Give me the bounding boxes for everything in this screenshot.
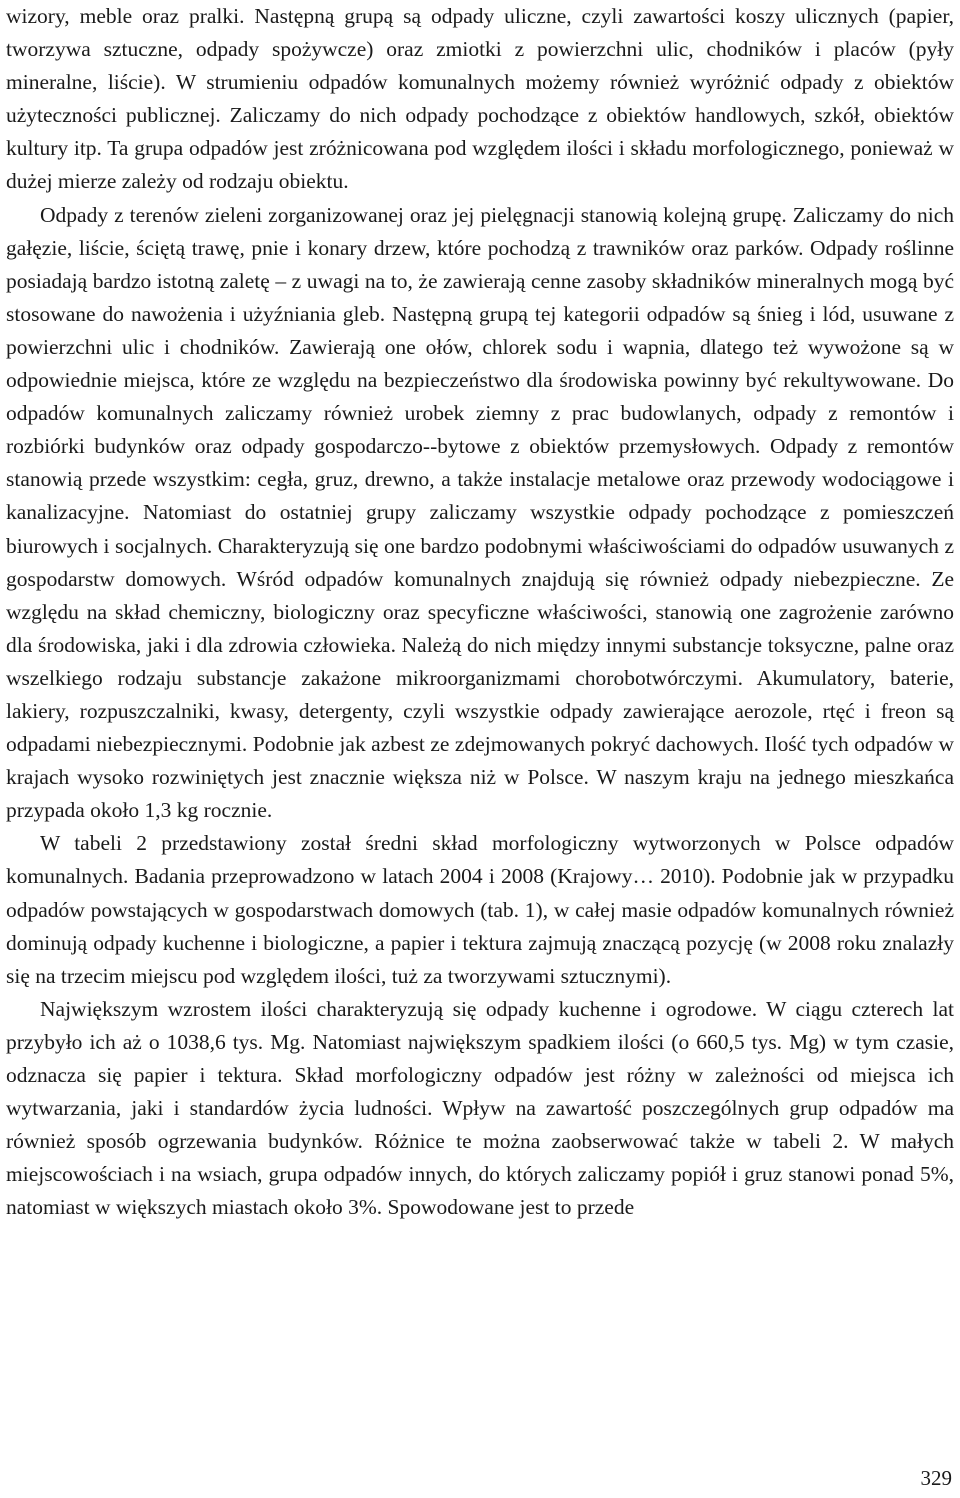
paragraph-largest-growth: Największym wzrostem ilości charakteryzują się odpady kuchenne i ogrodowe. W ciągu czterech lat przybyło ich aż o 1038,6 tys. Mg. Natomiast największym spadkiem ilości (o 660,5 tys. Mg) w tym czasie, odznacza się papier i tektura. Skład morfologiczny odpadów jest różny w zależności od miejsca ich wytwarzania, jaki i standardów życia ludności. Wpływ na zawartość poszczególnych grup odpadów ma również sposób ogrzewania budynków. Różnice te można zaobserwować także w tabeli 2. W małych miejscowościach i na wsiach, grupa odpadów innych, do których zaliczamy popiół i gruz stanowi ponad 5%, natomiast w większych miastach około 3%. Spowodowane jest to przede bbox=[6, 996, 954, 1220]
paragraph-green-areas-waste: Odpady z terenów zieleni zorganizowanej oraz jej pielęgnacji stanowią kolejną grupę. Zaliczamy do nich gałęzie, liście, ściętą trawę, pnie i konary drzew, które pochodzą z trawników oraz parków. Odpady roślinne posiadają bardzo istotną zaletę – z uwagi na to, że zawierają cenne zasoby składników mineralnych mogą być stosowane do nawożenia i użyźniania gleb. Następną grupą tej kategorii odpadów są śnieg i lód, usuwane z powierzchni ulic i chodników. Zawierają one ołów, chlorek sodu i wapnia, dlatego też wywożone są w odpowiednie miejsca, które ze względu na bezpieczeństwo dla środowiska powinny być rekultywowane. Do odpadów komunalnych zaliczamy również urobek ziemny z prac budowlanych, odpady z remontów i rozbiórki budynków oraz odpady gospodarczo-​-bytowe z obiektów przemysłowych. Odpady z remontów stanowią przede wszystkim: cegła, gruz, drewno, a także instalacje metalowe oraz przewody wodociągowe i kanalizacyjne. Natomiast do ostatniej grupy zaliczamy wszystkie odpady pochodzące z pomieszczeń biurowych i socjalnych. Charakteryzują się one bardzo podobnymi właściwościami do odpadów usuwanych z gospodarstw domowych. Wśród odpadów komunalnych znajdują się również odpady niebezpieczne. Ze względu na skład chemiczny, biologiczny oraz specyficzne właściwości, stanowią one zagrożenie zarówno dla środowiska, jaki i dla zdrowia człowieka. Należą do nich między innymi substancje toksyczne, palne oraz wszelkiego rodzaju substancje zakażone mikroorganizmami chorobotwórczymi. Akumulatory, baterie, lakiery, rozpuszczalniki, kwasy, detergenty, czyli wszystkie odpady zawierające aerozole, rtęć i freon są odpadami niebezpiecznymi. Podobnie jak azbest ze zdejmowanych pokryć dachowych. Ilość tych odpadów w krajach wysoko rozwiniętych jest znacznie większa niż w Polsce. W naszym kraju na jednego mieszkańca przypada około 1,3 kg rocznie. bbox=[6, 202, 954, 823]
page-number: 329 bbox=[920, 1466, 952, 1490]
document-page bbox=[6, 0, 954, 1224]
paragraph-table-2-intro: W tabeli 2 przedstawiony został średni skład morfologiczny wytworzonych w Polsce odpadów komunalnych. Badania przeprowadzono w latach 2004 i 2008 (Krajowy… 2010). Podobnie jak w przypadku odpadów powstających w gospodarstwach domowych (tab. 1), w całej masie odpadów komunalnych również dominują odpady kuchenne i biologiczne, a papier i tektura zajmują znaczącą pozycję (w 2008 roku znalazły się na trzecim miejscu pod względem ilości, tuż za tworzywami sztucznymi). bbox=[6, 831, 954, 988]
paragraph-waste-streams: wizory, meble oraz pralki. Następną grupą są odpady uliczne, czyli zawartości koszy ulicznych (papier, tworzywa sztuczne, odpady spożywcze) oraz zmiotki z powierzchni ulic, chodników i placów (pyły mineralne, liście). W strumieniu odpadów komunalnych możemy również wyróżnić odpady z obiektów użyteczności publicznej. Zaliczamy do nich odpady pochodzące z obiektów handlowych, szkół, obiektów kultury itp. Ta grupa odpadów jest zróżnicowana pod względem ilości i składu morfologicznego, ponieważ w dużej mierze zależy od rodzaju obiektu. bbox=[6, 4, 954, 194]
